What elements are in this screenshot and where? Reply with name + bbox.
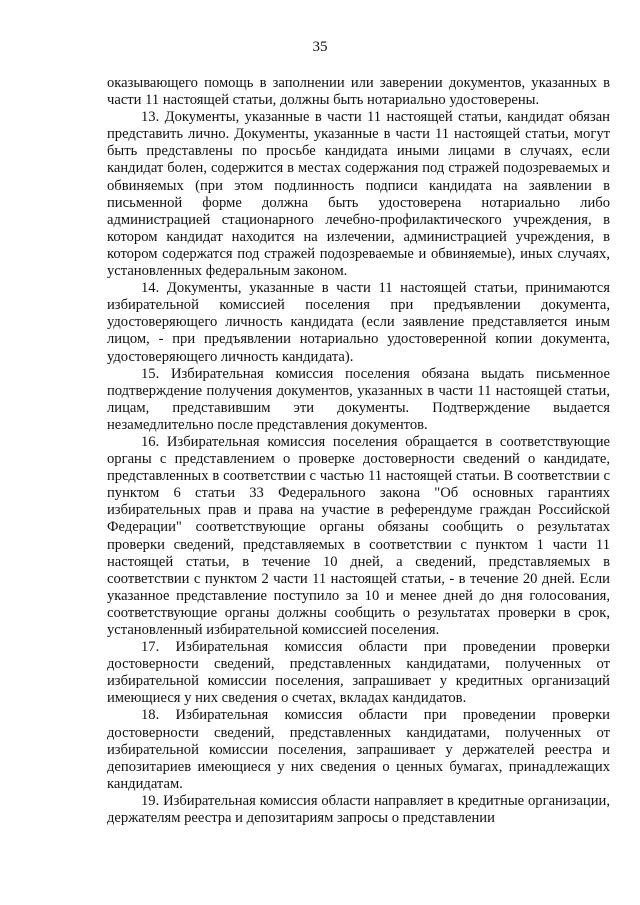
paragraph-19: 19. Избирательная комиссия области направляет в кредитные организации, держателям реестра и депозитариям запросы о представлении [107,792,610,827]
page-body [107,75,610,827]
paragraph-continuation: оказывающего помощь в заполнении или заверении документов, указанных в части 11 настоящей статьи, должны быть нотариально удостоверены. [107,75,610,109]
paragraph-18: 18. Избирательная комиссия области при проведении проверки достоверности сведений, представленных кандидатами, полученных от избирательной комиссии поселения, запрашивает у держателей реестра и депозитариев имеющиеся у них сведения о ценных бумагах, принадлежащих кандидатам. [107,707,610,792]
paragraph-15: 15. Избирательная комиссия поселения обязана выдать письменное подтверждение получения документов, указанных в части 11 настоящей статьи, лицам, представившим эти документы. Подтверждение выдается незамедлительно после представления документов. [107,365,610,433]
paragraph-13: 13. Документы, указанные в части 11 настоящей статьи, кандидат обязан представить лично. Документы, указанные в части 11 настоящей статьи, могут быть представлены по просьбе кандидата иными лицами в случаях, если кандидат болен, содержится в местах содержания под стражей подозреваемых и обвиняемых (при этом подлинность подписи кандидата на заявлении в письменной форме должна быть удостоверена нотариально либо администрацией стационарного лечебно-профилактического учреждения, в котором кандидат находится на излечении, администрацией учреждения, в котором содержатся под стражей подозреваемые и обвиняемые), иных случаях, установленных федеральным законом. [107,109,610,280]
paragraph-16: 16. Избирательная комиссия поселения обращается в соответствующие органы с представлением о проверке достоверности сведений о кандидате, представленных в соответствии с частью 11 настоящей статьи. В соответствии с пунктом 6 статьи 33 Федерального закона "Об основных гарантиях избирательных прав и права на участие в референдуме граждан Российской Федерации" соответствующие органы обязаны сообщить о результатах проверки сведений, представляемых в соответствии с пунктом 1 части 11 настоящей статьи, в течение 10 дней, а сведений, представляемых в соответствии с пунктом 2 части 11 настоящей статьи, - в течение 20 дней. Если указанное представление поступило за 10 и менее дней до дня голосования, соответствующие органы должны сообщить о результатах проверки в срок, установленный избирательной комиссией поселения. [107,433,610,638]
paragraph-14: 14. Документы, указанные в части 11 настоящей статьи, принимаются избирательной комиссией поселения при предъявлении документа, удостоверяющего личность кандидата (если заявление представляется иным лицом, - при предъявлении нотариально удостоверенной копии документа, удостоверяющего личность кандидата). [107,280,610,365]
paragraph-17: 17. Избирательная комиссия области при проведении проверки достоверности сведений, представленных кандидатами, полученных от избирательной комиссии поселения, запрашивает у кредитных организаций имеющиеся у них сведения о счетах, вкладах кандидатов. [107,639,610,707]
page-number: 35 [312,39,328,55]
